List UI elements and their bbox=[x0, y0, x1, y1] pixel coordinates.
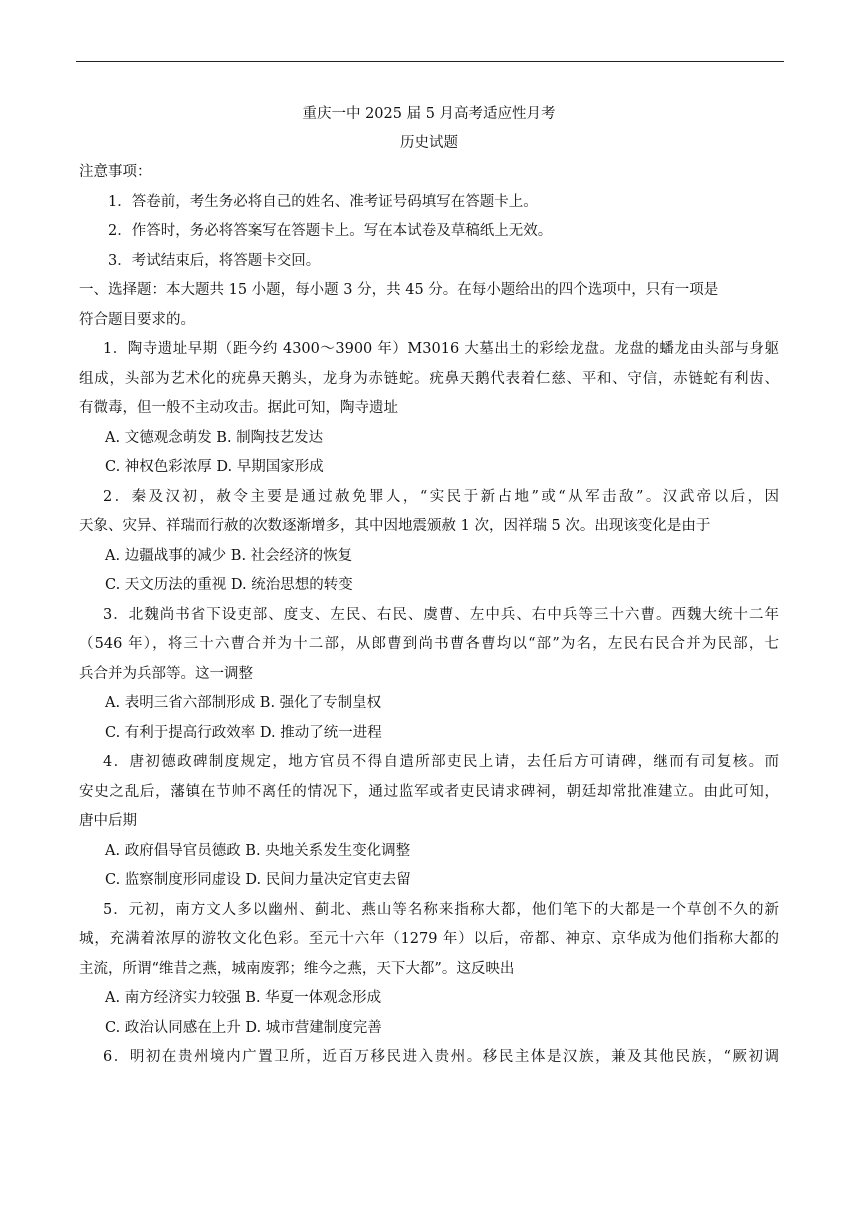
question-3-text: （546 年），将三十六曹合并为十二部，从郎曹到尚书曹各曹均以“部”为名，左民右民合并为民部，七 bbox=[79, 636, 779, 652]
exam-page bbox=[79, 100, 779, 1073]
exam-subject: 历史试题 bbox=[400, 135, 458, 151]
question-3-options: A. 表明三省六部制形成 B. 强化了专制皇权 bbox=[105, 695, 382, 711]
question-1-text: 组成，头部为艺术化的疣鼻天鹅头，龙身为赤链蛇。疣鼻天鹅代表着仁慈、平和、守信，赤链蛇有利齿、 bbox=[79, 370, 779, 387]
question-4-options: C. 监察制度形同虚设 D. 民间力量决定官吏去留 bbox=[105, 872, 411, 888]
question-4-options: A. 政府倡导官员德政 B. 央地关系发生变化调整 bbox=[105, 842, 411, 859]
question-5-text: 5．元初，南方文人多以幽州、蓟北、燕山等名称来指称大都，他们笔下的大都是一个草创不久的新 bbox=[103, 901, 779, 918]
exam-title: 重庆一中 2025 届 5 月高考适应性月考 bbox=[302, 106, 556, 122]
question-1-text: 1．陶寺遗址早期（距今约 4300～3900 年）M3016 大墓出土的彩绘龙盘。龙盘的蟠龙由头部与身躯 bbox=[103, 341, 779, 357]
question-2-options: C. 天文历法的重视 D. 统治思想的转变 bbox=[105, 577, 353, 593]
question-2-text: 天象、灾异、祥瑞而行赦的次数逐渐增多，其中因地震颁赦 1 次，因祥瑞 5 次。出现该变化是由于 bbox=[79, 518, 711, 534]
question-2-text: 2．秦及汉初，赦令主要是通过赦免罪人，“实民于新占地”或“从军击敌”。汉武帝以后，因 bbox=[103, 488, 779, 505]
question-5-text: 主流，所谓“维昔之燕，城南废郛；维今之燕，天下大都”。这反映出 bbox=[79, 960, 515, 977]
question-6-text: 6．明初在贵州境内广置卫所，近百万移民进入贵州。移民主体是汉族，兼及其他民族，“厥初调 bbox=[103, 1049, 779, 1065]
question-3-text: 3．北魏尚书省下设吏部、度支、左民、右民、虞曹、左中兵、右中兵等三十六曹。西魏大统十二年 bbox=[103, 606, 779, 623]
section-heading: 符合题目要求的。 bbox=[79, 311, 195, 328]
notice-item: 2．作答时，务必将答案写在答题卡上。写在本试卷及草稿纸上无效。 bbox=[108, 223, 553, 239]
question-1-options: C. 神权色彩浓厚 D. 早期国家形成 bbox=[105, 459, 324, 475]
question-4-text: 安史之乱后，藩镇在节帅不离任的情况下，通过监军或者吏民请求碑祠，朝廷却常批准建立。由此可知， bbox=[79, 783, 779, 800]
notice-heading: 注意事项： bbox=[79, 164, 152, 180]
section-heading: 一、选择题：本大题共 15 小题，每小题 3 分，共 45 分。在每小题给出的四个选项中，只有一项是 bbox=[79, 282, 719, 298]
question-1-options: A. 文德观念萌发 B. 制陶技艺发达 bbox=[105, 429, 324, 446]
notice-item: 3．考试结束后，将答题卡交回。 bbox=[108, 252, 321, 269]
header-rule bbox=[76, 61, 784, 62]
question-5-options: C. 政治认同感在上升 D. 城市营建制度完善 bbox=[105, 1019, 382, 1036]
question-4-text: 4．唐初德政碑制度规定，地方官员不得自遣所部吏民上请，去任后方可请碑，继而有司复核。而 bbox=[103, 754, 779, 770]
question-3-text: 兵合并为兵部等。这一调整 bbox=[79, 665, 253, 682]
question-5-options: A. 南方经济实力较强 B. 华夏一体观念形成 bbox=[105, 990, 382, 1006]
notice-item: 1．答卷前，考生务必将自己的姓名、准考证号码填写在答题卡上。 bbox=[108, 193, 538, 210]
question-3-options: C. 有利于提高行政效率 D. 推动了统一进程 bbox=[105, 724, 382, 741]
question-4-text: 唐中后期 bbox=[79, 813, 137, 829]
question-2-options: A. 边疆战事的减少 B. 社会经济的恢复 bbox=[105, 547, 353, 564]
question-1-text: 有微毒，但一般不主动攻击。据此可知，陶寺遗址 bbox=[79, 400, 398, 416]
question-5-text: 城，充满着浓厚的游牧文化色彩。至元十六年（1279 年）以后，帝都、神京、京华成为他们指称大都的 bbox=[79, 931, 779, 947]
